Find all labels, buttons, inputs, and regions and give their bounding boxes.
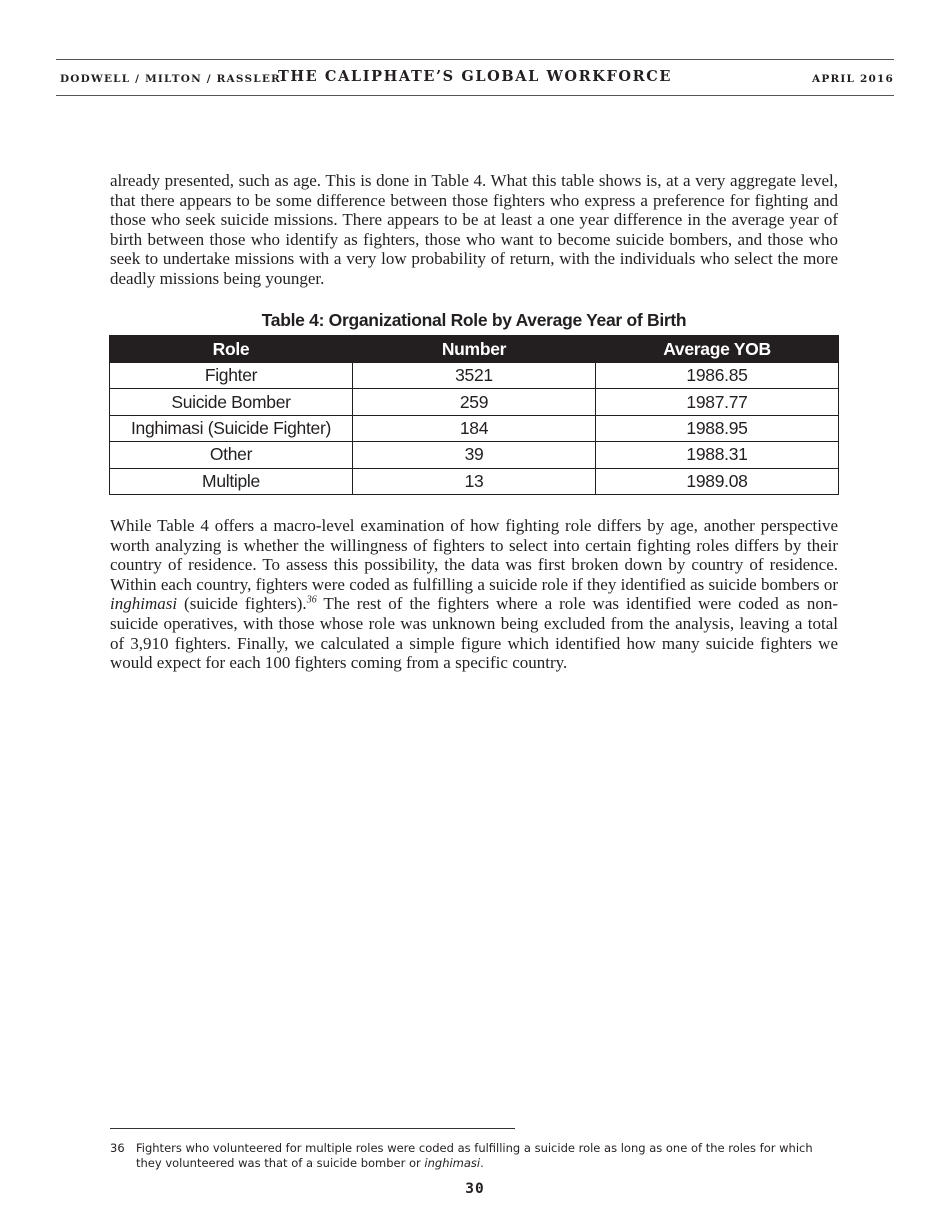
number-cell: 184 <box>353 415 596 441</box>
role-cell: Suicide Bomber <box>110 389 353 415</box>
body-paragraph-2 <box>110 516 838 673</box>
header-title: THE CALIPHATE’S GLOBAL WORKFORCE <box>277 68 673 85</box>
header-rule-bottom <box>56 95 894 96</box>
number-cell: 3521 <box>353 363 596 389</box>
column-header-number: Number <box>353 336 596 363</box>
number-cell: 13 <box>353 468 596 494</box>
footnote-end: . <box>480 1156 484 1170</box>
role-cell: Other <box>110 442 353 468</box>
role-cell: Fighter <box>110 363 353 389</box>
paragraph-2-text: While Table 4 offers a macro-level examination of how fighting role differs by age, another perspective worth analyzing is whether the willingness of fighters to select into certain fighting roles differs by their country of residence. To assess this possibility, the data was first broken down by country of residence. Within each country, fighters were coded as fulfilling a suicide role if they identified as suicide bombers or <box>110 516 838 594</box>
header-rule-top <box>56 59 894 60</box>
table-row <box>110 415 839 441</box>
number-cell: 39 <box>353 442 596 468</box>
role-cell: Multiple <box>110 468 353 494</box>
page-number: 30 <box>465 1181 485 1197</box>
paragraph-2-italic-term: inghimasi <box>110 594 178 614</box>
header-date: APRIL 2016 <box>812 73 894 85</box>
footnote-divider <box>110 1128 515 1129</box>
table-header-row <box>110 336 839 363</box>
yob-cell: 1989.08 <box>596 468 839 494</box>
paragraph-2-text-rest: The rest of the fighters where a role was identified were coded as non-suicide operatives, with those whose role was unknown being excluded from the analysis, leaving a total of 3,910 fighters. Finally, we calculated a simple figure which identified how many suicide fighters we would expect for each 100 fighters coming from a specific country. <box>110 594 838 673</box>
table-row <box>110 442 839 468</box>
column-header-average-yob: Average YOB <box>596 336 839 363</box>
yob-cell: 1988.95 <box>596 415 839 441</box>
body-paragraph-1: already presented, such as age. This is done in Table 4. What this table shows is, at a very aggregate level, that there appears to be some difference between those fighters who express a preference for fighting and those who seek suicide missions. There appears to be at least a one year difference in the average year of birth between those who identify as fighters, those who want to become suicide bombers, and those who seek to undertake missions with a very low probability of return, with the individuals who select the more deadly missions being younger. <box>110 171 838 288</box>
footnote-number: 36 <box>110 1141 125 1155</box>
table-row <box>110 389 839 415</box>
role-table <box>109 335 839 495</box>
yob-cell: 1987.77 <box>596 389 839 415</box>
table-row <box>110 468 839 494</box>
yob-cell: 1986.85 <box>596 363 839 389</box>
footnote-text <box>136 1141 826 1171</box>
column-header-role: Role <box>110 336 353 363</box>
table-row <box>110 363 839 389</box>
paragraph-2-text-cont: (suicide fighters). <box>177 594 307 614</box>
yob-cell: 1988.31 <box>596 442 839 468</box>
footnote-reference-36[interactable]: 36 <box>306 594 317 606</box>
number-cell: 259 <box>353 389 596 415</box>
header-authors: DODWELL / MILTON / RASSLER <box>60 73 281 85</box>
table-title: Table 4: Organizational Role by Average Year of Birth <box>261 310 687 330</box>
footnote-italic-term: inghimasi <box>424 1156 481 1170</box>
footnote-body: Fighters who volunteered for multiple roles were coded as fulfilling a suicide role as long as one of the roles for which they volunteered was that of a suicide bomber or <box>136 1141 813 1170</box>
role-cell: Inghimasi (Suicide Fighter) <box>110 415 353 441</box>
